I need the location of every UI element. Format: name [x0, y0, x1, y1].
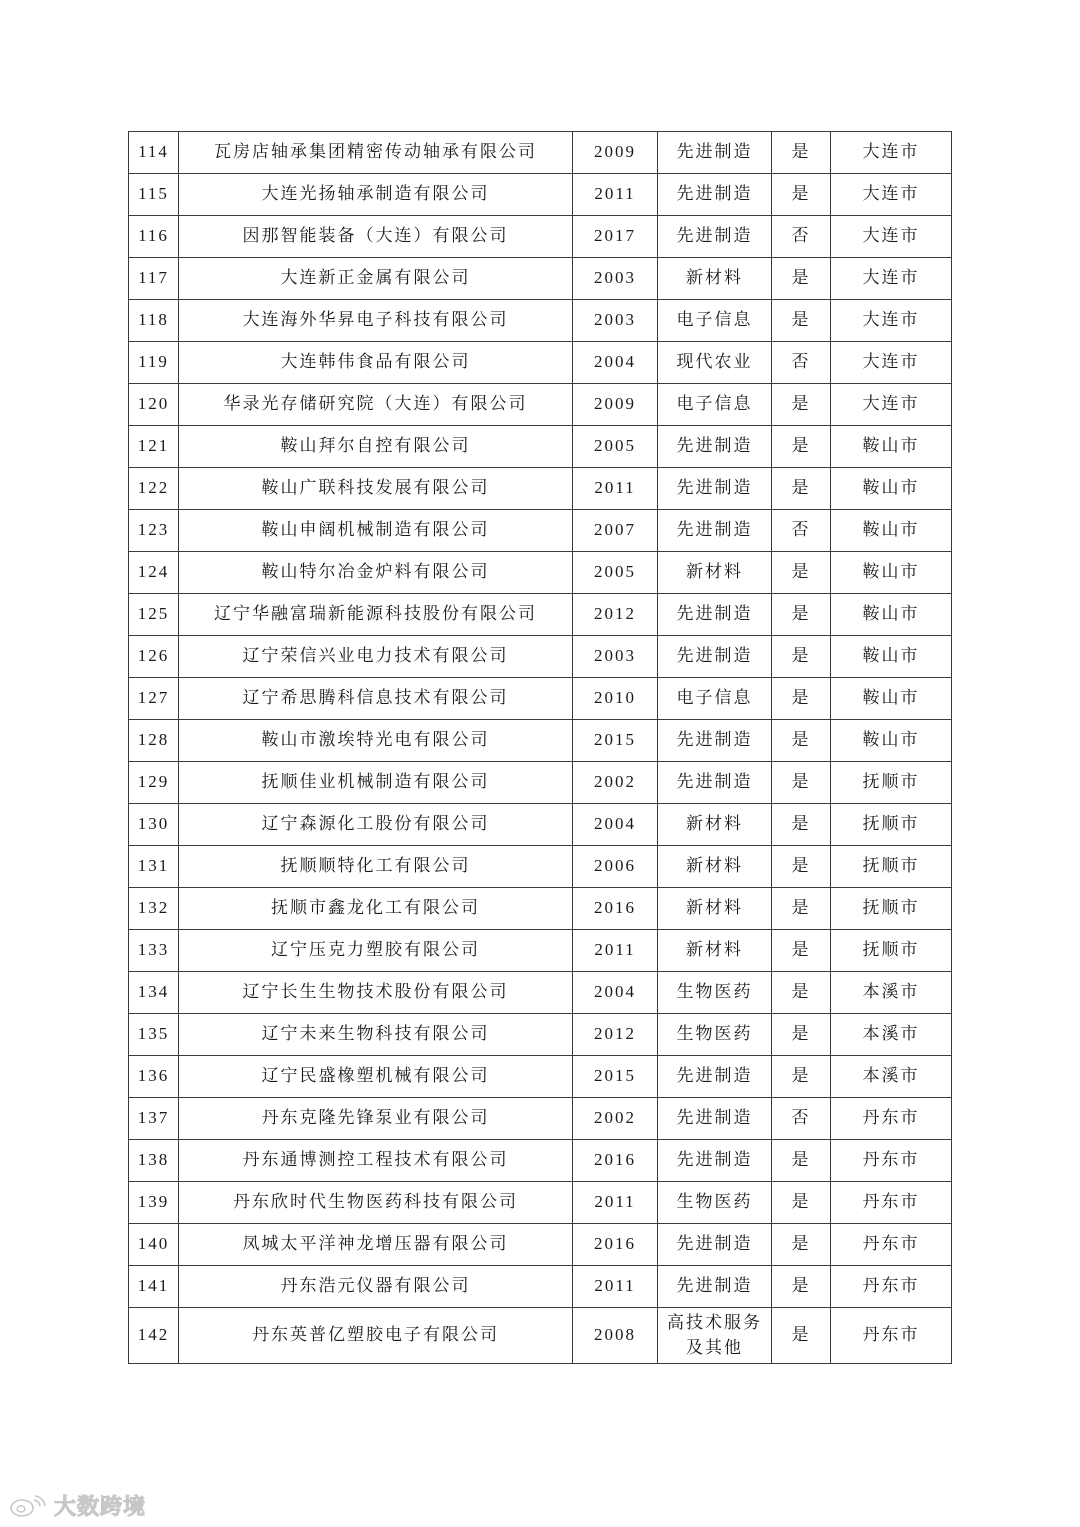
- cell-number: 120: [129, 384, 179, 426]
- cell-city: 鞍山市: [831, 594, 952, 636]
- cell-company-name: 丹东克隆先锋泵业有限公司: [179, 1098, 573, 1140]
- cell-year: 2010: [573, 678, 658, 720]
- cell-city: 丹东市: [831, 1140, 952, 1182]
- cell-flag: 是: [772, 1224, 831, 1266]
- cell-company-name: 华录光存储研究院（大连）有限公司: [179, 384, 573, 426]
- cell-number: 133: [129, 930, 179, 972]
- cell-year: 2009: [573, 132, 658, 174]
- watermark-text: 大数跨境: [54, 1495, 147, 1520]
- table-row: [129, 174, 952, 216]
- cell-industry-field: 电子信息: [658, 678, 772, 720]
- cell-company-name: 辽宁荣信兴业电力技术有限公司: [179, 636, 573, 678]
- table-row: [129, 342, 952, 384]
- cell-number: 114: [129, 132, 179, 174]
- cell-city: 大连市: [831, 216, 952, 258]
- cell-flag: 是: [772, 1182, 831, 1224]
- cell-company-name: 鞍山市激埃特光电有限公司: [179, 720, 573, 762]
- cell-number: 127: [129, 678, 179, 720]
- cell-city: 丹东市: [831, 1308, 952, 1364]
- cell-city: 鞍山市: [831, 552, 952, 594]
- cell-number: 125: [129, 594, 179, 636]
- table-row: [129, 132, 952, 174]
- cell-city: 丹东市: [831, 1182, 952, 1224]
- cell-year: 2011: [573, 1266, 658, 1308]
- cell-flag: 是: [772, 594, 831, 636]
- table-row: [129, 258, 952, 300]
- cell-industry-field: 新材料: [658, 804, 772, 846]
- cell-company-name: 鞍山特尔冶金炉料有限公司: [179, 552, 573, 594]
- cell-company-name: 大连海外华昇电子科技有限公司: [179, 300, 573, 342]
- cell-city: 丹东市: [831, 1098, 952, 1140]
- cell-company-name: 辽宁压克力塑胶有限公司: [179, 930, 573, 972]
- table-row: [129, 300, 952, 342]
- table-row: [129, 888, 952, 930]
- table-row: [129, 804, 952, 846]
- cell-flag: 是: [772, 804, 831, 846]
- cell-city: 鞍山市: [831, 510, 952, 552]
- cell-flag: 是: [772, 762, 831, 804]
- cell-industry-field: 高技术服务及其他: [658, 1308, 772, 1364]
- cell-industry-field: 先进制造: [658, 132, 772, 174]
- cell-city: 大连市: [831, 384, 952, 426]
- table-row: [129, 1056, 952, 1098]
- table-row: [129, 510, 952, 552]
- cell-flag: 是: [772, 972, 831, 1014]
- cell-year: 2016: [573, 888, 658, 930]
- cell-company-name: 辽宁华融富瑞新能源科技股份有限公司: [179, 594, 573, 636]
- cell-industry-field: 电子信息: [658, 384, 772, 426]
- cell-number: 137: [129, 1098, 179, 1140]
- cell-industry-field: 先进制造: [658, 426, 772, 468]
- cell-year: 2006: [573, 846, 658, 888]
- cell-company-name: 抚顺市鑫龙化工有限公司: [179, 888, 573, 930]
- cell-industry-field: 生物医药: [658, 972, 772, 1014]
- cell-year: 2003: [573, 300, 658, 342]
- cell-year: 2003: [573, 258, 658, 300]
- cell-flag: 是: [772, 1266, 831, 1308]
- cell-number: 121: [129, 426, 179, 468]
- cell-company-name: 丹东通博测控工程技术有限公司: [179, 1140, 573, 1182]
- cell-number: 116: [129, 216, 179, 258]
- cell-year: 2017: [573, 216, 658, 258]
- cell-company-name: 鞍山申阔机械制造有限公司: [179, 510, 573, 552]
- cell-company-name: 鞍山拜尔自控有限公司: [179, 426, 573, 468]
- table-row: [129, 1140, 952, 1182]
- cell-flag: 是: [772, 846, 831, 888]
- cell-flag: 是: [772, 1056, 831, 1098]
- table-row: [129, 1266, 952, 1308]
- cell-year: 2008: [573, 1308, 658, 1364]
- cell-flag: 否: [772, 1098, 831, 1140]
- table-row: [129, 678, 952, 720]
- cell-city: 丹东市: [831, 1266, 952, 1308]
- cell-city: 本溪市: [831, 972, 952, 1014]
- cell-number: 136: [129, 1056, 179, 1098]
- cell-year: 2003: [573, 636, 658, 678]
- table-row: [129, 846, 952, 888]
- table-row: [129, 1308, 952, 1364]
- cell-number: 126: [129, 636, 179, 678]
- cell-company-name: 凤城太平洋神龙增压器有限公司: [179, 1224, 573, 1266]
- cell-city: 大连市: [831, 174, 952, 216]
- cell-company-name: 辽宁森源化工股份有限公司: [179, 804, 573, 846]
- cell-number: 140: [129, 1224, 179, 1266]
- cell-year: 2016: [573, 1224, 658, 1266]
- cell-flag: 是: [772, 384, 831, 426]
- cell-year: 2016: [573, 1140, 658, 1182]
- cell-number: 139: [129, 1182, 179, 1224]
- cell-city: 鞍山市: [831, 636, 952, 678]
- cell-city: 抚顺市: [831, 804, 952, 846]
- cell-flag: 是: [772, 1140, 831, 1182]
- cell-flag: 是: [772, 468, 831, 510]
- cell-number: 117: [129, 258, 179, 300]
- table-body: [129, 132, 952, 1364]
- cell-industry-field: 新材料: [658, 930, 772, 972]
- cell-company-name: 辽宁民盛橡塑机械有限公司: [179, 1056, 573, 1098]
- cell-city: 丹东市: [831, 1224, 952, 1266]
- cell-year: 2004: [573, 972, 658, 1014]
- cell-city: 本溪市: [831, 1056, 952, 1098]
- cell-city: 鞍山市: [831, 720, 952, 762]
- cell-industry-field: 新材料: [658, 552, 772, 594]
- cell-city: 大连市: [831, 132, 952, 174]
- table-row: [129, 1098, 952, 1140]
- cell-industry-field: 先进制造: [658, 216, 772, 258]
- cell-number: 142: [129, 1308, 179, 1364]
- cell-flag: 是: [772, 720, 831, 762]
- cell-city: 本溪市: [831, 1014, 952, 1056]
- cell-industry-field: 先进制造: [658, 174, 772, 216]
- table-row: [129, 636, 952, 678]
- cell-industry-field: 先进制造: [658, 594, 772, 636]
- cell-flag: 否: [772, 342, 831, 384]
- cell-flag: 是: [772, 258, 831, 300]
- cell-year: 2011: [573, 1182, 658, 1224]
- cell-flag: 是: [772, 426, 831, 468]
- cell-flag: 是: [772, 552, 831, 594]
- cell-company-name: 丹东英普亿塑胶电子有限公司: [179, 1308, 573, 1364]
- cell-number: 115: [129, 174, 179, 216]
- cell-company-name: 大连光扬轴承制造有限公司: [179, 174, 573, 216]
- table-row: [129, 468, 952, 510]
- cell-industry-field: 先进制造: [658, 636, 772, 678]
- cell-city: 鞍山市: [831, 678, 952, 720]
- cell-flag: 是: [772, 1308, 831, 1364]
- cell-city: 大连市: [831, 300, 952, 342]
- cell-flag: 否: [772, 510, 831, 552]
- cell-number: 138: [129, 1140, 179, 1182]
- cell-industry-field: 电子信息: [658, 300, 772, 342]
- table-row: [129, 594, 952, 636]
- cell-industry-field: 先进制造: [658, 1140, 772, 1182]
- cell-flag: 是: [772, 636, 831, 678]
- cell-industry-field: 新材料: [658, 888, 772, 930]
- table-row: [129, 1014, 952, 1056]
- table-row: [129, 972, 952, 1014]
- cell-city: 大连市: [831, 258, 952, 300]
- cell-number: 123: [129, 510, 179, 552]
- cell-city: 抚顺市: [831, 846, 952, 888]
- cell-company-name: 抚顺佳业机械制造有限公司: [179, 762, 573, 804]
- cell-year: 2002: [573, 1098, 658, 1140]
- cell-number: 132: [129, 888, 179, 930]
- cell-year: 2015: [573, 720, 658, 762]
- cell-company-name: 丹东欣时代生物医药科技有限公司: [179, 1182, 573, 1224]
- cell-industry-field: 先进制造: [658, 1098, 772, 1140]
- cell-industry-field: 先进制造: [658, 1056, 772, 1098]
- cell-company-name: 大连韩伟食品有限公司: [179, 342, 573, 384]
- cell-industry-field: 新材料: [658, 846, 772, 888]
- cell-number: 129: [129, 762, 179, 804]
- cell-city: 大连市: [831, 342, 952, 384]
- cell-industry-field: 新材料: [658, 258, 772, 300]
- cell-year: 2009: [573, 384, 658, 426]
- table-row: [129, 552, 952, 594]
- cell-industry-field: 先进制造: [658, 762, 772, 804]
- cell-city: 抚顺市: [831, 930, 952, 972]
- cell-company-name: 辽宁未来生物科技有限公司: [179, 1014, 573, 1056]
- table-row: [129, 384, 952, 426]
- cell-flag: 是: [772, 300, 831, 342]
- cell-flag: 是: [772, 1014, 831, 1056]
- table-row: [129, 930, 952, 972]
- cell-industry-field: 先进制造: [658, 1266, 772, 1308]
- cell-city: 鞍山市: [831, 426, 952, 468]
- cell-company-name: 鞍山广联科技发展有限公司: [179, 468, 573, 510]
- cell-company-name: 辽宁长生生物技术股份有限公司: [179, 972, 573, 1014]
- cell-number: 128: [129, 720, 179, 762]
- cell-company-name: 大连新正金属有限公司: [179, 258, 573, 300]
- cell-year: 2011: [573, 174, 658, 216]
- table-row: [129, 1182, 952, 1224]
- cell-flag: 是: [772, 678, 831, 720]
- company-list-table: [128, 131, 952, 1364]
- cell-number: 134: [129, 972, 179, 1014]
- cell-flag: 是: [772, 174, 831, 216]
- cell-year: 2015: [573, 1056, 658, 1098]
- cell-year: 2005: [573, 552, 658, 594]
- cell-number: 130: [129, 804, 179, 846]
- cell-number: 122: [129, 468, 179, 510]
- table-row: [129, 426, 952, 468]
- cell-industry-field: 生物医药: [658, 1182, 772, 1224]
- cell-industry-field: 先进制造: [658, 510, 772, 552]
- cell-industry-field: 生物医药: [658, 1014, 772, 1056]
- cell-company-name: 辽宁希思腾科信息技术有限公司: [179, 678, 573, 720]
- cell-industry-field: 先进制造: [658, 468, 772, 510]
- cell-number: 135: [129, 1014, 179, 1056]
- cell-city: 鞍山市: [831, 468, 952, 510]
- cell-number: 131: [129, 846, 179, 888]
- cell-city: 抚顺市: [831, 762, 952, 804]
- cell-year: 2012: [573, 594, 658, 636]
- cell-industry-field: 先进制造: [658, 720, 772, 762]
- cell-year: 2004: [573, 804, 658, 846]
- cell-company-name: 抚顺顺特化工有限公司: [179, 846, 573, 888]
- cell-city: 抚顺市: [831, 888, 952, 930]
- cell-number: 141: [129, 1266, 179, 1308]
- table-row: [129, 720, 952, 762]
- cell-flag: 是: [772, 888, 831, 930]
- weibo-logo-icon: [8, 1494, 48, 1518]
- cell-company-name: 因那智能装备（大连）有限公司: [179, 216, 573, 258]
- table-row: [129, 1224, 952, 1266]
- cell-company-name: 丹东浩元仪器有限公司: [179, 1266, 573, 1308]
- cell-year: 2007: [573, 510, 658, 552]
- cell-year: 2011: [573, 930, 658, 972]
- cell-flag: 是: [772, 132, 831, 174]
- table-row: [129, 216, 952, 258]
- cell-industry-field: 现代农业: [658, 342, 772, 384]
- cell-year: 2004: [573, 342, 658, 384]
- cell-flag: 是: [772, 930, 831, 972]
- cell-year: 2005: [573, 426, 658, 468]
- watermark: [8, 1490, 146, 1521]
- cell-number: 118: [129, 300, 179, 342]
- cell-year: 2012: [573, 1014, 658, 1056]
- cell-year: 2011: [573, 468, 658, 510]
- cell-year: 2002: [573, 762, 658, 804]
- cell-number: 119: [129, 342, 179, 384]
- cell-flag: 否: [772, 216, 831, 258]
- cell-company-name: 瓦房店轴承集团精密传动轴承有限公司: [179, 132, 573, 174]
- cell-industry-field: 先进制造: [658, 1224, 772, 1266]
- table-row: [129, 762, 952, 804]
- cell-number: 124: [129, 552, 179, 594]
